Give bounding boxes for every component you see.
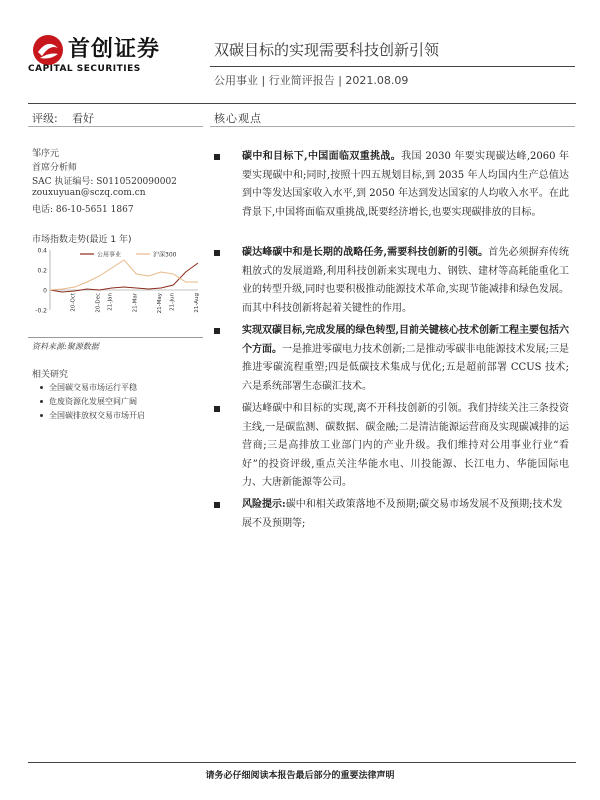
logo-text-cn: 首创证券 bbox=[68, 37, 161, 62]
x-tick-label: 21-Mar bbox=[132, 293, 139, 313]
bullet-icon bbox=[40, 400, 43, 403]
legend-label: 公用事业 bbox=[97, 251, 122, 259]
related-item[interactable]: 危废资源化发展空间广阔 bbox=[40, 396, 137, 407]
analyst-email[interactable]: zouxuyuan@sczq.com.cn bbox=[32, 188, 146, 198]
y-tick-label: 0 bbox=[43, 287, 47, 295]
series-line bbox=[50, 260, 198, 290]
rating-divider bbox=[28, 126, 203, 127]
y-tick-label: 0.2 bbox=[37, 267, 47, 275]
bullet-icon bbox=[214, 406, 220, 412]
legend-label: 沪深300 bbox=[153, 251, 177, 259]
chart-divider bbox=[28, 337, 203, 338]
x-tick-label: 20-Oct bbox=[70, 293, 77, 312]
risk-label: 风险提示: bbox=[242, 499, 286, 510]
key-point bbox=[214, 322, 569, 396]
y-tick-label: 0.4 bbox=[37, 247, 47, 255]
key-point bbox=[214, 244, 569, 318]
market-index-chart bbox=[28, 244, 203, 336]
chart-source: 资料来源:聚源数据 bbox=[32, 342, 99, 351]
analyst-role: 首席分析师 bbox=[32, 163, 78, 173]
key-point bbox=[214, 400, 569, 493]
rating-label: 评级: bbox=[32, 112, 58, 125]
x-tick-label: 21-Jun bbox=[169, 293, 176, 311]
related-item[interactable]: 全国碳排放权交易市场开启 bbox=[40, 410, 145, 421]
key-point-heading: 碳达峰碳中和是长期的战略任务,需要科技创新的引领。 bbox=[242, 247, 489, 258]
bullet-icon bbox=[214, 502, 220, 508]
analyst-phone: 电话: 86-10-5651 1867 bbox=[32, 205, 134, 215]
chart-svg bbox=[28, 244, 203, 336]
x-tick-label: 21-May bbox=[157, 293, 163, 314]
section-divider bbox=[210, 126, 575, 127]
x-tick-label: 21-Jan bbox=[107, 293, 114, 311]
key-point-text: 我国 2030 年要实现碳达峰,2060 年要实现碳中和;同时,按照十四五规划目标,到 2035 年人均国内生产总值达到中等发达国家收入水平,到 2050 年达到发达国家的人均收入水平。在此背景下,中国将面临双重挑战,既要经济增长,也要实现碳排放的目标。 bbox=[242, 151, 569, 218]
report-title: 双碳目标的实现需要科技创新引领 bbox=[214, 41, 440, 59]
risk-warning bbox=[214, 496, 569, 533]
key-point-text: 碳达峰碳中和目标的实现,离不开科技创新的引领。我们持续关注三条投资主线,一是碳监测、碳数据、碳金融;二是清洁能源运营商及实现碳减排的运营商;三是高排放工业部门内的产业升级。我们维持对公用事业行业“看好”的投资评级,重点关注华能水电、川投能源、长江电力、华能国际电力、大唐新能源等公司。 bbox=[242, 403, 569, 488]
analyst-sac: SAC 执证编号: S0110520090002 bbox=[32, 177, 177, 187]
report-type-label: 行业简评报告 bbox=[268, 74, 335, 87]
key-point bbox=[214, 148, 569, 222]
key-point-heading: 碳中和目标下,中国面临双重挑战。 bbox=[242, 151, 402, 162]
section-title: 核心观点 bbox=[214, 112, 262, 125]
footer-disclaimer: 请务必仔细阅读本报告最后部分的重要法律声明 bbox=[205, 771, 395, 781]
header-divider bbox=[28, 103, 576, 104]
risk-text: 碳中和相关政策落地不及预期;碳交易市场发展不及预期;技术发展不及预期等; bbox=[242, 499, 563, 529]
bullet-icon bbox=[214, 154, 220, 160]
analyst-name: 邹序元 bbox=[32, 149, 60, 159]
bullet-icon bbox=[40, 386, 43, 389]
key-point-text: 一是推进零碳电力技术创新;二是推动零碳非电能源技术发展;三是推进零碳流程重塑;四是低碳技术集成与优化;五是超前部署 CCUS 技术;六是系统部署生态碳汇技术。 bbox=[242, 343, 569, 392]
y-tick-label: -0.2 bbox=[35, 307, 47, 315]
x-tick-label: 21-Aug bbox=[194, 293, 200, 313]
report-date: 2021.08.09 bbox=[345, 74, 409, 87]
industry-label: 公用事业 bbox=[214, 74, 258, 87]
x-tick-label: 20-Dec bbox=[95, 293, 102, 313]
related-item[interactable]: 全国碳交易市场运行平稳 bbox=[40, 382, 137, 393]
company-logo bbox=[28, 30, 198, 78]
related-research-title: 相关研究 bbox=[32, 370, 69, 380]
title-divider bbox=[210, 66, 575, 67]
logo-text-en: CAPITAL SECURITIES bbox=[28, 64, 141, 74]
chart-title: 市场指数走势(最近 1 年) bbox=[32, 235, 132, 245]
bullet-icon bbox=[214, 328, 220, 334]
key-point-text: 首先必须摒弃传统粗放式的发展道路,利用科技创新来实现电力、钢铁、建材等高耗能重化工业的转型升级,同时也要积极推动能源技术革命,实现节能减排和绿色发展。而其中科技创新将起着关键性的作用。 bbox=[242, 247, 570, 314]
key-point-heading: 实现双碳目标,完成发展的绿色转型,目前关键核心技术创新工程主要包括六个方面。 bbox=[242, 325, 569, 355]
bullet-icon bbox=[40, 414, 43, 417]
rating-value: 看好 bbox=[72, 112, 94, 125]
bullet-icon bbox=[214, 250, 220, 256]
report-meta: 公用事业 | 行业简评报告 | 2021.08.09 bbox=[214, 74, 409, 87]
footer-divider bbox=[28, 762, 576, 763]
